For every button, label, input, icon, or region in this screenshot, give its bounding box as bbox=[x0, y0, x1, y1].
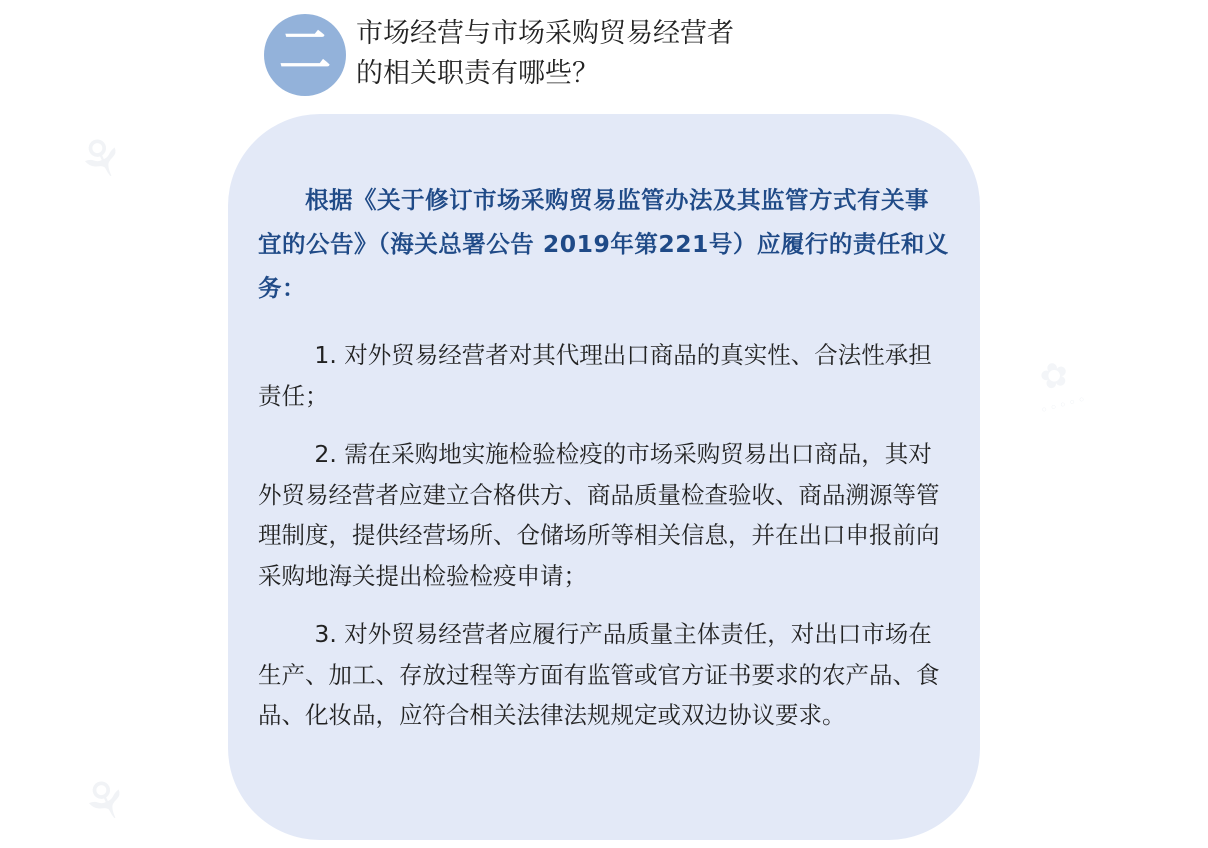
watermark-decoration: ✿ bbox=[1035, 352, 1074, 400]
intro-paragraph: 根据《关于修订市场采购贸易监管办法及其监管方式有关事宜的公告》（海关总署公告 2019年第221号）应履行的责任和义务： bbox=[258, 186, 949, 302]
watermark-decoration: ⚘ bbox=[66, 120, 138, 199]
watermark-decoration: ◦◦◦◦◦ bbox=[1038, 391, 1090, 420]
section-number-badge bbox=[264, 14, 346, 96]
watermark-decoration: ⚘ bbox=[70, 762, 142, 841]
section-heading bbox=[356, 14, 956, 94]
content-card bbox=[228, 114, 980, 840]
list-item: 1. 对外贸易经营者对其代理出口商品的真实性、合法性承担责任； bbox=[258, 341, 932, 410]
section-heading-line-2: 的相关职责有哪些？ bbox=[356, 58, 599, 89]
list-item: 2. 需在采购地实施检验检疫的市场采购贸易出口商品，其对外贸易经营者应建立合格供方、商品质量检查验收、商品溯源等管理制度，提供经营场所、仓储场所等相关信息，并在出口申报前向采购地海关提出检验检疫申请； bbox=[258, 440, 940, 590]
section-heading-line-1: 市场经营与市场采购贸易经营者 bbox=[356, 18, 734, 49]
section-number: 二 bbox=[278, 22, 331, 82]
list-item: 3. 对外贸易经营者应履行产品质量主体责任，对出口市场在生产、加工、存放过程等方面有监管或官方证书要求的农产品、食品、化妆品，应符合相关法律法规规定或双边协议要求。 bbox=[258, 620, 940, 729]
